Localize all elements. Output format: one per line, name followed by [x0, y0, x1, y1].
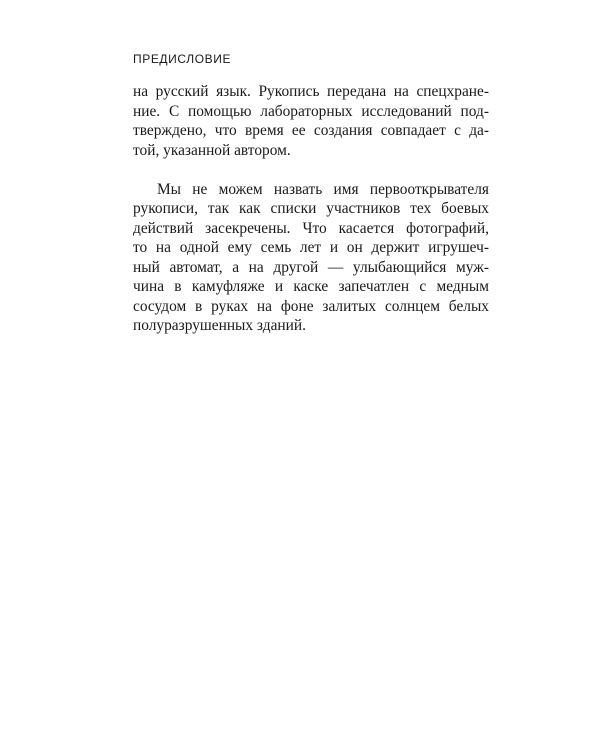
body-text: [133, 82, 489, 336]
text-line: ние. С помощью лабораторных исследований под-: [133, 102, 489, 120]
text-line: той, указанной автором.: [133, 141, 291, 159]
text-line: полуразрушенных зданий.: [133, 317, 306, 334]
paragraph-1: [133, 82, 489, 160]
text-line: тверждено, что время ее создания совпадает с да-: [133, 122, 489, 139]
text-line: рукописи, так как списки участников тех боевых: [133, 200, 489, 217]
text-line: на русский язык. Рукопись передана на спецхране-: [133, 83, 489, 100]
text-line: действий засекречены. Что касается фотографий,: [133, 219, 489, 237]
running-header: ПРЕДИСЛОВИЕ: [133, 52, 232, 66]
paragraph-gap: [133, 160, 489, 180]
text-line: ный автомат, а на другой — улыбающийся муж-: [133, 258, 489, 276]
text-line: то на одной ему семь лет и он держит игрушеч-: [133, 239, 489, 256]
paragraph-2: [133, 180, 489, 336]
text-line: чина в камуфляже и каске запечатлен с медным: [133, 278, 489, 295]
text-line: Мы не можем назвать имя первооткрывателя: [157, 180, 489, 198]
text-line: сосудом в руках на фоне залитых солнцем белых: [133, 297, 489, 315]
